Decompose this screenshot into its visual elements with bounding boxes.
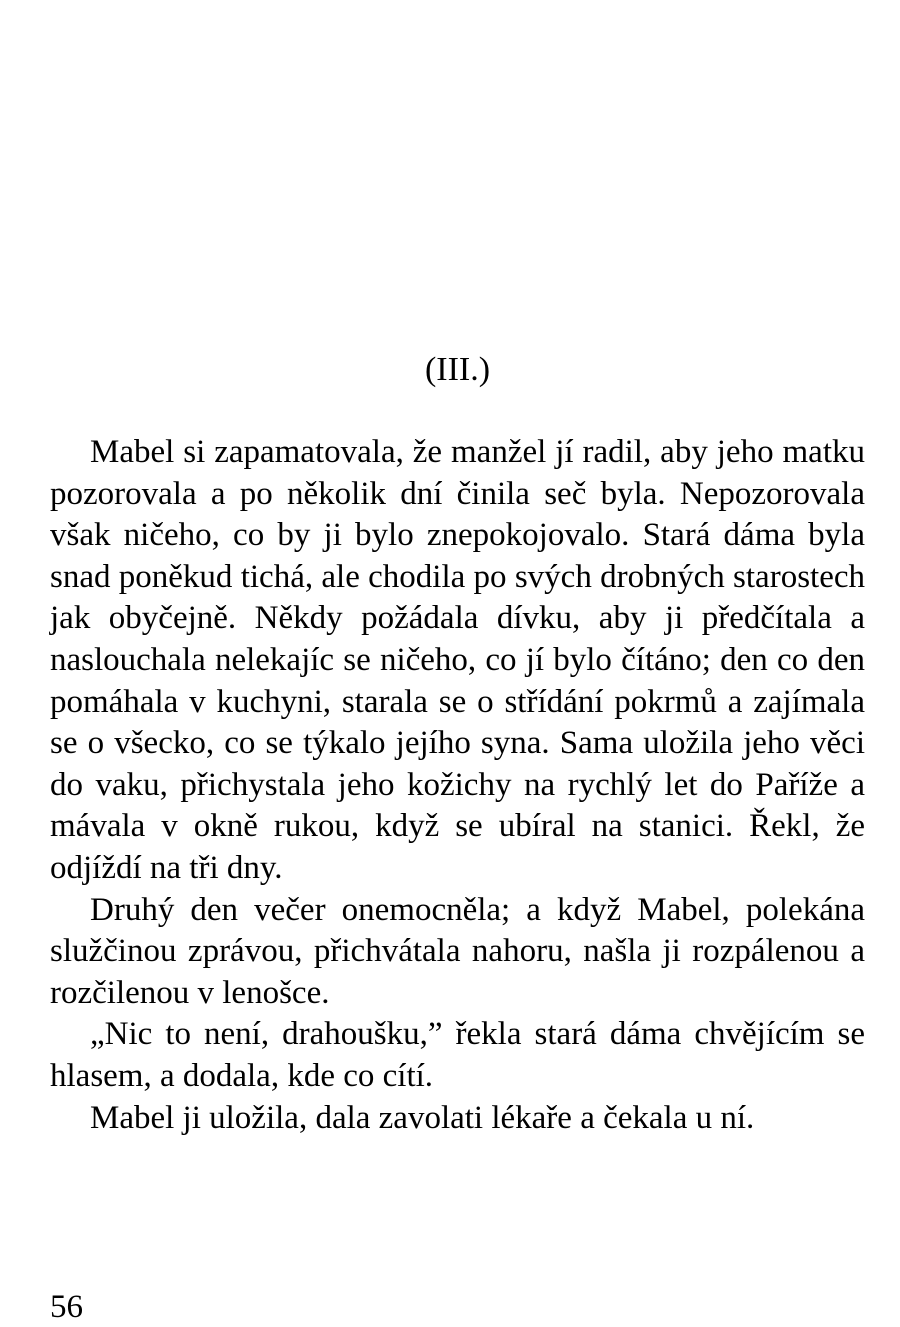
paragraph: „Nic to není, drahoušku,” řekla stará dáma chvějícím se hlasem, a dodala, kde co cítí.: [50, 1016, 865, 1094]
paragraph: Mabel ji uložila, dala zavolati lékaře a čekala u ní.: [90, 1099, 755, 1136]
book-page: [50, 0, 865, 1325]
chapter-body: [50, 432, 865, 1139]
paragraph: Druhý den večer onemocněla; a když Mabel, polekána služčinou zprávou, přichvátala nahoru, našla ji rozpálenou a rozčilenou v lenošce.: [50, 891, 865, 1011]
paragraph: Mabel si zapamatovala, že manžel jí radil, aby jeho matku pozorovala a po několik dní činila seč byla. Nepozorovala však ničeho, co by ji bylo znepokojovalo. Stará dáma byla snad poněkud tichá, ale chodila po svých drobných starostech jak obyčejně. Někdy požádala dívku, aby ji předčítala a naslouchala nelekajíc se ničeho, co jí bylo čítáno; den co den pomáhala v kuchyni, starala se o střídání pokrmů a zajímala se o všecko, co se týkalo jejího syna. Sama uložila jeho věci do vaku, přichystala jeho kožichy na rychlý let do Paříže a mávala v okně rukou, když se ubíral na stanici. Řekl, že odjíždí na tři dny.: [50, 434, 865, 886]
page-number: 56: [50, 1289, 83, 1325]
chapter-heading: (III.): [424, 351, 491, 388]
